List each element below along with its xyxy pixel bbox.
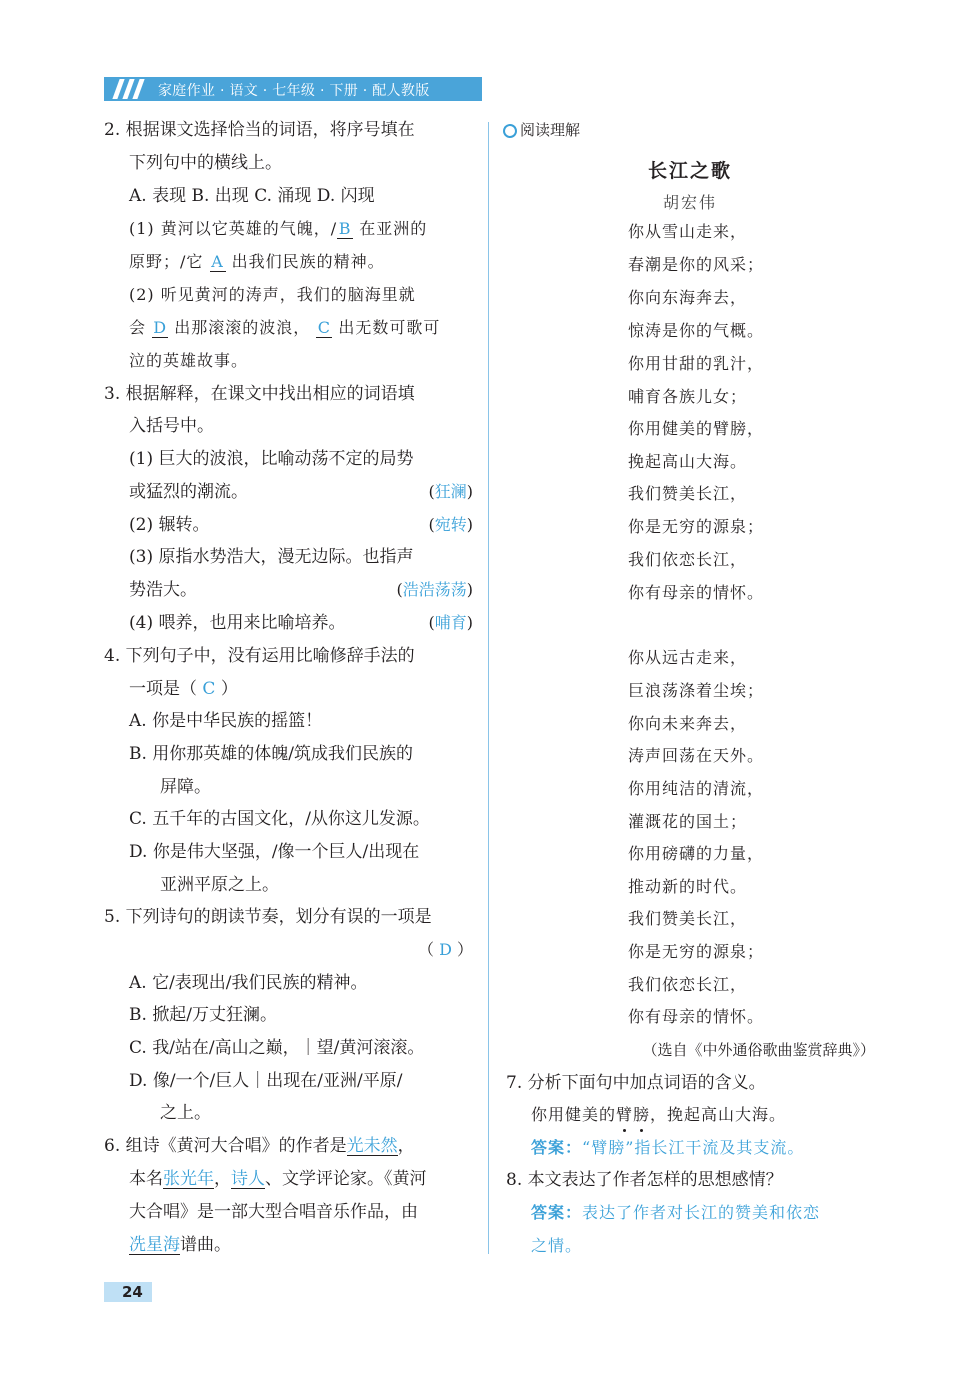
q8-answer-line1 — [531, 1203, 820, 1223]
q3-item1-line1: (1) 巨大的波浪，比喻动荡不定的局势 — [129, 449, 414, 469]
q6-line1 — [104, 1136, 415, 1156]
q7-sentence-a: 你用健美的 — [531, 1105, 617, 1124]
q2-sentence1-line1 — [129, 219, 427, 239]
q2-s2-blank2: C — [317, 318, 331, 337]
q2-s1-blank1: B — [338, 219, 352, 238]
poem-line: 你用健美的臂膀， — [628, 419, 765, 438]
q3-stem-line2: 入括号中。 — [129, 416, 214, 436]
q2-sentence2-line3: 泣的英雄故事。 — [129, 351, 249, 370]
q2-sentence1-line2 — [129, 252, 385, 272]
q2-s2-blank1: D — [153, 318, 168, 337]
q3-item1-line2: 或猛烈的潮流。 — [129, 482, 248, 502]
q3-item4: (4) 喂养，也用来比喻培养。 — [129, 613, 346, 633]
q4-stem-line1: 4. 下列句子中，没有运用比喻修辞手法的 — [104, 646, 415, 666]
poem-line: 你用甘甜的乳汁， — [628, 354, 765, 373]
q2-s2-end: 出无数可歌可 — [338, 318, 441, 337]
q2-stem-line1: 2. 根据课文选择恰当的词语，将序号填在 — [104, 120, 415, 140]
q3-item1-answer: (狂澜) — [428, 482, 473, 501]
q3-item2-answer-text: 宛转 — [434, 515, 467, 534]
q4-stem-text: 一项是 — [129, 679, 180, 699]
q6-role-answer: 诗人 — [231, 1169, 265, 1189]
section-circle-icon — [503, 124, 517, 138]
q8-stem: 8. 本文表达了作者怎样的思想感情？ — [506, 1170, 783, 1190]
q6-l2-text: 本名 — [129, 1169, 163, 1189]
q5-option-b: B. 掀起/万丈狂澜。 — [129, 1005, 278, 1025]
poem-line: 你用纯洁的清流， — [628, 779, 765, 798]
q5-option-c: C. 我/站在/高山之巅，｜望/黄河滚滚。 — [129, 1038, 425, 1058]
q6-l4-rest: 谱曲。 — [180, 1235, 231, 1255]
poem-line: 你有母亲的情怀。 — [628, 583, 765, 602]
poem-line: 涛声回荡在天外。 — [628, 746, 765, 765]
q3-item4-answer-text: 哺育 — [434, 613, 467, 632]
q2-s1-l2a: 原野；/它 — [129, 252, 204, 271]
q8-answer-text1: 表达了作者对长江的赞美和依恋 — [582, 1203, 821, 1222]
q6-line2 — [129, 1169, 427, 1189]
poem-line: 你向东海奔去， — [628, 288, 748, 307]
header-banner — [104, 77, 482, 101]
q7-answer-label: 答案： — [531, 1138, 583, 1157]
q3-item3-line1: (3) 原指水势浩大，漫无边际。也指声 — [129, 547, 414, 567]
q7-answer — [531, 1138, 804, 1158]
poem-line: 我们依恋长江， — [628, 975, 748, 994]
q7-answer-text: “臂膀”指长江干流及其支流。 — [582, 1138, 805, 1157]
page-number: 24 — [122, 1283, 143, 1301]
q6-l2-comma: ， — [214, 1169, 231, 1189]
poem-line: 你从远古走来， — [628, 648, 748, 667]
q6-l1-text: 6. 组诗《黄河大合唱》的作者是 — [104, 1136, 347, 1156]
q4-answer: C — [202, 679, 216, 699]
q6-l2-rest: 、文学评论家。《黄河 — [265, 1169, 427, 1189]
poem-line: 你用磅礴的力量， — [628, 844, 765, 863]
poem-line: 巨浪荡涤着尘埃； — [628, 681, 765, 700]
header-title: 家庭作业 · 语文 · 七年级 · 下册 · 配人教版 — [158, 83, 430, 99]
q6-line3: 大合唱》是一部大型合唱音乐作品，由 — [129, 1202, 418, 1222]
poem-line: 我们赞美长江， — [628, 484, 748, 503]
q2-s1-blank2: A — [211, 252, 224, 271]
q7-stem: 7. 分析下面句中加点词语的含义。 — [506, 1073, 766, 1093]
q4-option-d-line2: 亚洲平原之上。 — [160, 875, 279, 895]
q3-item3-answer-text: 浩浩荡荡 — [402, 580, 467, 599]
q3-item1-answer-text: 狂澜 — [434, 482, 467, 501]
q4-option-d-line1: D. 你是伟大坚强，/像一个巨人/出现在 — [129, 842, 420, 862]
q4-stem-line2: 一项是（ C ） — [129, 679, 238, 699]
q2-s2-mid: 出那滚滚的波浪， — [174, 318, 311, 337]
poem-line: 春潮是你的风采； — [628, 255, 765, 274]
q2-options: A. 表现 B. 出现 C. 涌现 D. 闪现 — [129, 186, 375, 206]
q2-stem-line2: 下列句中的横线上。 — [129, 153, 282, 173]
q4-option-b-line2: 屏障。 — [160, 777, 211, 797]
q8-answer-label: 答案： — [531, 1203, 583, 1222]
q2-s1-mid: 在亚洲的 — [359, 219, 428, 238]
q6-composer-answer: 冼星海 — [129, 1235, 180, 1255]
q5-option-d-line2: 之上。 — [160, 1103, 211, 1123]
poem-line: 我们赞美长江， — [628, 909, 748, 928]
poem-line: 惊涛是你的气概。 — [628, 321, 765, 340]
q5-option-a: A. 它/表现出/我们民族的精神。 — [129, 973, 368, 993]
q7-sentence-b: ，挽起高山大海。 — [650, 1105, 787, 1124]
section-title: 阅读理解 — [520, 121, 581, 139]
q6-author-answer: 光未然 — [346, 1136, 398, 1156]
q3-item2: (2) 辗转。 — [129, 515, 210, 535]
q2-s1-pre: (1) 黄河以它英雄的气魄，/ — [129, 219, 338, 238]
q3-item3-line2: 势浩大。 — [129, 580, 197, 600]
q8-answer-line2: 之情。 — [531, 1236, 583, 1255]
page-number-box — [104, 1282, 152, 1302]
poem-line: 推动新的时代。 — [628, 877, 748, 896]
q3-item4-answer: (哺育) — [428, 613, 473, 632]
q5-answer: D — [439, 940, 452, 959]
q3-stem-line1: 3. 根据解释，在课文中找出相应的词语填 — [104, 384, 415, 404]
q5-answer-bracket: （ D ） — [417, 940, 473, 959]
poem-line: 你有母亲的情怀。 — [628, 1007, 765, 1026]
q7-sentence — [531, 1105, 786, 1125]
poem-title: 长江之歌 — [647, 160, 732, 182]
poem-line: 哺育各族儿女； — [628, 387, 748, 406]
column-divider — [488, 122, 489, 1254]
q7-dotted-char2: 膀 — [633, 1105, 651, 1124]
q6-line4 — [129, 1235, 231, 1255]
q2-s1-l2b: 出我们民族的精神。 — [231, 252, 385, 271]
q2-sentence2-line1: (2) 听见黄河的涛声，我们的脑海里就 — [129, 285, 416, 304]
poem-source: （选自《中外通俗歌曲鉴赏辞典》） — [642, 1041, 875, 1059]
poem-line: 你是无穷的源泉； — [628, 942, 765, 961]
poem-line: 你从雪山走来， — [628, 222, 748, 241]
poem-line: 我们依恋长江， — [628, 550, 748, 569]
q2-s2-a: 会 — [129, 318, 147, 337]
poem-line: 你向未来奔去， — [628, 714, 748, 733]
q5-stem: 5. 下列诗句的朗读节奏，划分有误的一项是 — [104, 907, 432, 927]
slash-decoration — [112, 77, 152, 101]
q4-option-c: C. 五千年的古国文化，/从你这儿发源。 — [129, 809, 430, 829]
q4-option-b-line1: B. 用你那英雄的体魄/筑成我们民族的 — [129, 744, 414, 764]
poem-line: 你是无穷的源泉； — [628, 517, 765, 536]
poem-author: 胡宏伟 — [662, 193, 717, 212]
q4-option-a: A. 你是中华民族的摇篮！ — [129, 711, 323, 731]
q6-l1-comma: ， — [397, 1136, 415, 1156]
q7-dotted-char1: 臂 — [616, 1105, 634, 1124]
poem-line: 挽起高山大海。 — [628, 452, 748, 471]
q5-option-d-line1: D. 像/一个/巨人｜出现在/亚洲/平原/ — [129, 1071, 403, 1091]
q6-realname-answer: 张光年 — [163, 1169, 214, 1189]
q3-item3-answer: (浩浩荡荡) — [396, 580, 473, 599]
q3-item2-answer: (宛转) — [428, 515, 473, 534]
q2-sentence2-line2 — [129, 318, 440, 338]
poem-line: 灌溉花的国土； — [628, 812, 748, 831]
